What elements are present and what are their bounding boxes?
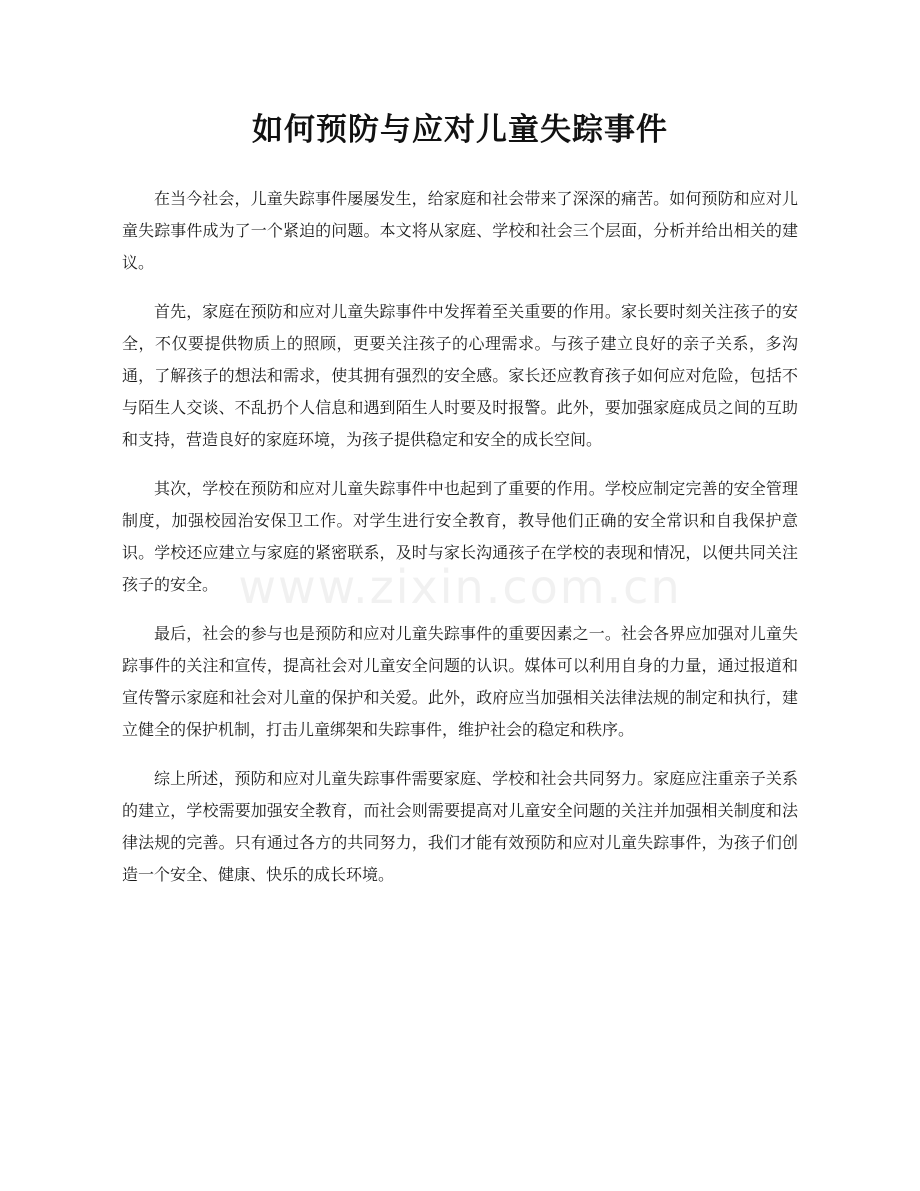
- paragraph-family: 首先，家庭在预防和应对儿童失踪事件中发挥着至关重要的作用。家长要时刻关注孩子的安全，不仅要提供物质上的照顾，更要关注孩子的心理需求。与孩子建立良好的亲子关系，多沟通，了解孩子的想法和需求，使其拥有强烈的安全感。家长还应教育孩子如何应对危险，包括不与陌生人交谈、不乱扔个人信息和遇到陌生人时要及时报警。此外，要加强家庭成员之间的互助和支持，营造良好的家庭环境，为孩子提供稳定和安全的成长空间。: [122, 302, 798, 449]
- paragraph-intro: 在当今社会，儿童失踪事件屡屡发生，给家庭和社会带来了深深的痛苦。如何预防和应对儿童失踪事件成为了一个紧迫的问题。本文将从家庭、学校和社会三个层面，分析并给出相关的建议。: [122, 189, 798, 272]
- paragraph-conclusion: 综上所述，预防和应对儿童失踪事件需要家庭、学校和社会共同努力。家庭应注重亲子关系的建立，学校需要加强安全教育，而社会则需要提高对儿童安全问题的关注并加强相关制度和法律法规的完善。只有通过各方的共同努力，我们才能有效预防和应对儿童失踪事件，为孩子们创造一个安全、健康、快乐的成长环境。: [122, 769, 798, 884]
- paragraph-school: 其次，学校在预防和应对儿童失踪事件中也起到了重要的作用。学校应制定完善的安全管理制度，加强校园治安保卫工作。对学生进行安全教育，教导他们正确的安全常识和自我保护意识。学校还应建立与家庭的紧密联系，及时与家长沟通孩子在学校的表现和情况，以便共同关注孩子的安全。: [122, 479, 798, 594]
- document-body: [122, 183, 798, 908]
- watermark: www.zixin.com.cn: [238, 560, 682, 614]
- document-title: 如何预防与应对儿童失踪事件: [252, 112, 668, 148]
- paragraph-society: 最后，社会的参与也是预防和应对儿童失踪事件的重要因素之一。社会各界应加强对儿童失踪事件的关注和宣传，提高社会对儿童安全问题的认识。媒体可以利用自身的力量，通过报道和宣传警示家庭和社会对儿童的保护和关爱。此外，政府应当加强相关法律法规的制定和执行，建立健全的保护机制，打击儿童绑架和失踪事件，维护社会的稳定和秩序。: [122, 624, 798, 739]
